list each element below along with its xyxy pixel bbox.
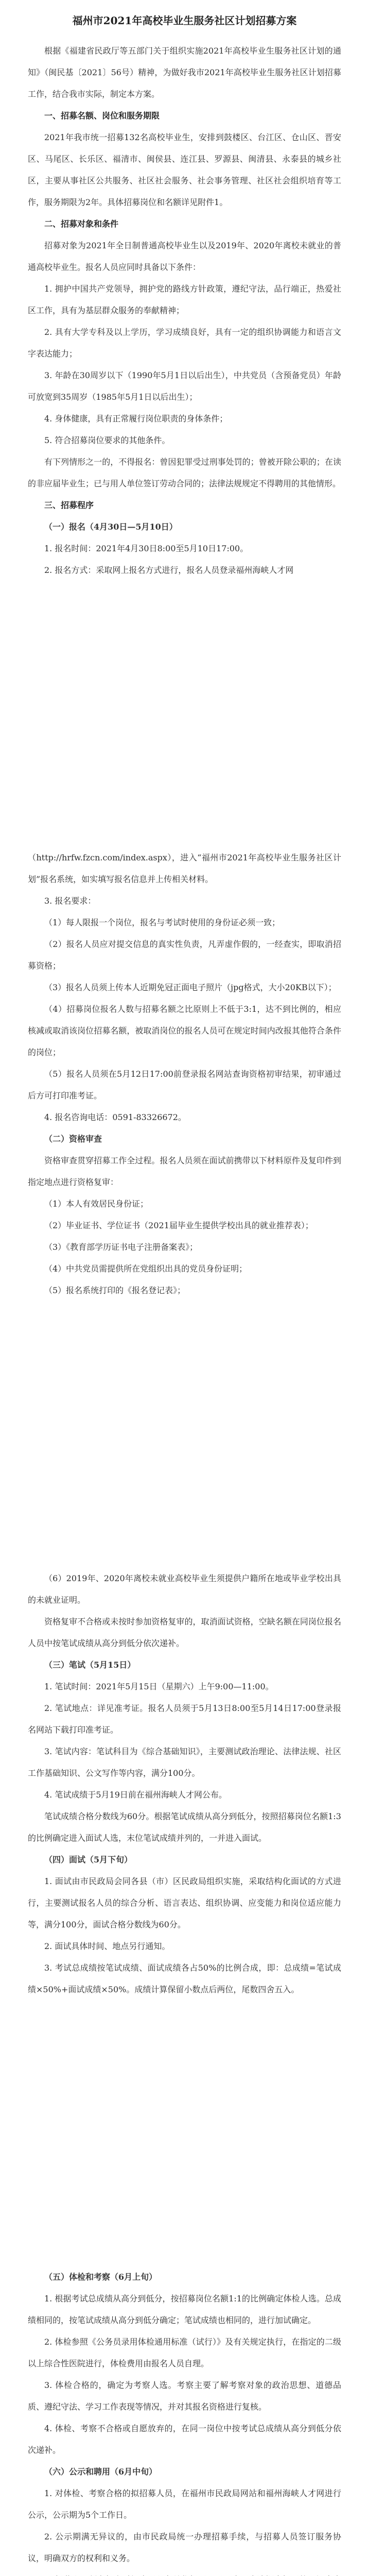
- list-item: 2. 面试具体时间、地点另行通知。: [44, 1941, 170, 1951]
- document-page: [0, 847, 369, 1301]
- list-item: 5. 符合招募岗位要求的其他条件。: [44, 435, 170, 445]
- list-item: 4. 身体健康，具有正常履行岗位职责的身体条件；: [44, 414, 228, 423]
- list-item: （3）报名人员须上传本人近期免冠正面电子照片（jpg格式，大小20KB以下）；: [44, 982, 337, 993]
- body-paragraph: 有下列情形之一的，不得报名：曾因犯罪受过刑事处罚的；曾被开除公职的；在读的非应届毕业生；已与用人单位签订劳动合同的；法律法规规定不得聘用的其他情形。: [28, 457, 341, 488]
- list-item: 1. 报名时间：2021年4月30日8:00至5月10日17:00。: [44, 544, 249, 553]
- subsection-heading: （五）体检和考察（6月上旬）: [44, 2272, 157, 2282]
- intro-paragraph: 根据《福建省民政厅等五部门关于组织实施2021年高校毕业生服务社区计划的通知》（闽民基〔2021〕56号）精神，为做好我市2021年高校毕业生服务社区计划招募工作，结合我市实际，制定本方案。: [28, 46, 341, 99]
- list-item: 4. 报名咨询电话：0591-83326672。: [44, 1112, 186, 1123]
- section-heading: 三、招募程序: [44, 500, 94, 510]
- list-item: 2. 报名方式：采取网上报名方式进行，报名人员登录福州海峡人才网: [44, 565, 294, 575]
- list-item: [28, 2569, 341, 2576]
- list-item: 2. 公示期满无异议的，由市民政局统一办理招募手续，与招募人员签订服务协议，明确双方的权利和义务。: [28, 2532, 341, 2564]
- list-item: 2. 笔试地点：详见准考证。报名人员须于5月13日8:00至5月14日17:00登录报名网站下载打印准考证。: [28, 1703, 341, 1735]
- list-item: （6）2019年、2020年离校未就业高校毕业生须提供户籍所在地或毕业学校出具的未就业证明。: [28, 1573, 341, 1605]
- list-item: 1. 拥护中国共产党领导，拥护党的路线方针政策，遵纪守法，品行端正，热爱社区工作，具有为基层群众服务的奉献精神；: [28, 284, 341, 315]
- body-paragraph: 资格复审不合格或未按时参加资格复审的，取消面试资格，空缺名额在同岗位报名人员中按笔试成绩从高分到低分依次递补。: [28, 1616, 341, 1648]
- subsection-heading: （一）报名（4月30日—5月10日）: [44, 522, 178, 532]
- list-item: （4）中共党员需提供所在党组织出具的党员身份证明；: [44, 1264, 248, 1274]
- body-paragraph: 招募对象为2021年全日制普通高校毕业生以及2019年、2020年离校未就业的普通高校毕业生。报名人员应同时具备以下条件：: [28, 241, 341, 272]
- document-page: [0, 2266, 369, 2576]
- list-item: 3. 笔试内容：笔试科目为《综合基础知识》，主要测试政治理论、法律法规、社区工作基础知识、公文写作等内容，满分100分。: [28, 1746, 341, 1778]
- list-item: （4）招募岗位报名人数与招募名额之比原则上不低于3:1，达不到比例的，相应核减或取消该岗位招募名额，被取消岗位的报名人员可在规定时间内改报其他符合条件的岗位；: [28, 1004, 341, 1058]
- subsection-heading: （六）公示和聘用（6月中旬）: [44, 2467, 157, 2477]
- list-item: 4. 体检、考察不合格或自愿放弃的，在同一岗位中按考试总成绩从高分到低分依次递补。: [28, 2424, 341, 2455]
- document-page: [0, 1568, 369, 2001]
- subsection-heading: （二）资格审查: [44, 1134, 102, 1144]
- list-item: 1. 面试由市民政局会同各县（市）区民政局组织实施，采取结构化面试的方式进行，主要测试报名人员的综合分析、语言表达、组织协调、应变能力和岗位适应能力等，满分100分，面试合格分数线为60分。: [28, 1876, 341, 1929]
- body-paragraph: 2021年我市统一招募132名高校毕业生，安排到鼓楼区、台江区、仓山区、晋安区、马尾区、长乐区、福清市、闽侯县、连江县、罗源县、闽清县、永泰县的城乡社区，主要从事社区公共服务、社区社会服务、社会事务管理、社区社会组织培育等工作，服务期限为2年。具体招募岗位和名额详见附件1。: [28, 132, 341, 207]
- document-page: [0, 9, 369, 581]
- body-paragraph: 笔试成绩合格分数线为60分。根据笔试成绩从高分到低分，按照招募岗位名额1:3的比例确定进入面试人选，末位笔试成绩并列的，一并进入面试。: [28, 1811, 341, 1843]
- list-item: 1. 对体检、考察合格的拟招募人员，在福州市民政局网站和福州海峡人才网进行公示，公示期为5个工作日。: [28, 2488, 341, 2520]
- list-item: 2. 具有大学专科及以上学历，学习成绩良好，具有一定的组织协调能力和语言文字表达能力；: [28, 327, 341, 359]
- document-title: 福州市2021年高校毕业生服务社区计划招募方案: [72, 14, 297, 27]
- list-item: 3. 体检合格的，确定为考察人选。考察主要了解考察对象的政治思想、道德品质、遵纪守法、学习工作表现等情况，并对其报名资格进行复核。: [28, 2380, 341, 2412]
- list-item: （5）报名系统打印的《报名登记表》；: [44, 1285, 186, 1296]
- subsection-heading: （四）面试（5月下旬）: [44, 1854, 133, 1865]
- list-item: 2. 体检参照《公务员录用体检通用标准（试行）》及有关规定执行，在指定的二级以上综合性医院进行，体检费用由报名人员自理。: [28, 2337, 341, 2369]
- list-item: （1）本人有效居民身份证；: [44, 1199, 149, 1209]
- list-item: 3. 考试总成绩按笔试成绩、面试成绩各占50%的比例合成，即：总成绩=笔试成绩×50%+面试成绩×50%。成绩计算保留小数点后两位，尾数四舍五入。: [28, 1962, 341, 1994]
- subsection-heading: （三）笔试（5月15日）: [44, 1659, 136, 1670]
- list-item: （2）毕业证书、学位证书（2021届毕业生提供学校出具的就业推荐表）；: [44, 1221, 313, 1231]
- list-item: （1）每人限报一个岗位，报名与考试时使用的身份证必须一致；: [44, 918, 280, 928]
- list-item: 1. 根据考试总成绩从高分到低分，按招募岗位名额1:1的比例确定体检人选。总成绩相同的，按笔试成绩从高分到低分确定；笔试成绩也相同的，进行加试确定。: [28, 2294, 341, 2326]
- body-paragraph: （http://hrfw.fzcn.com/index.aspx），进入“福州市2021年高校毕业生服务社区计划”报名系统，如实填写报名信息并上传相关材料。: [28, 853, 341, 885]
- list-item: 3. 报名要求：: [44, 896, 96, 906]
- list-item: （3）《教育部学历证书电子注册备案表》；: [44, 1242, 198, 1252]
- section-heading: 一、招募名额、岗位和服务期限: [44, 111, 160, 121]
- body-paragraph: 资格审查贯穿招募工作全过程。报名人员须在面试前携带以下材料原件及复印件到指定地点进行资格复审：: [28, 1156, 341, 1188]
- list-item: （2）报名人员应对提交信息的真实性负责，凡弄虚作假的，一经查实，即取消招募资格；: [28, 939, 341, 971]
- list-item: 1. 笔试时间：2021年5月15日（星期六）上午9:00—11:00。: [44, 1681, 274, 1691]
- list-item: 4. 笔试成绩于5月19日前在福州海峡人才网公布。: [44, 1789, 227, 1800]
- list-item: 3. 年龄在30周岁以下（1990年5月1日以后出生），中共党员（含预备党员）年龄可放宽到35周岁（1985年5月1日以后出生）；: [28, 370, 341, 402]
- list-item: （5）报名人员须在5月12日17:00前登录报名网站查询资格初审结果，初审通过后方可打印准考证。: [28, 1069, 341, 1101]
- section-heading: 二、招募对象和条件: [44, 219, 119, 229]
